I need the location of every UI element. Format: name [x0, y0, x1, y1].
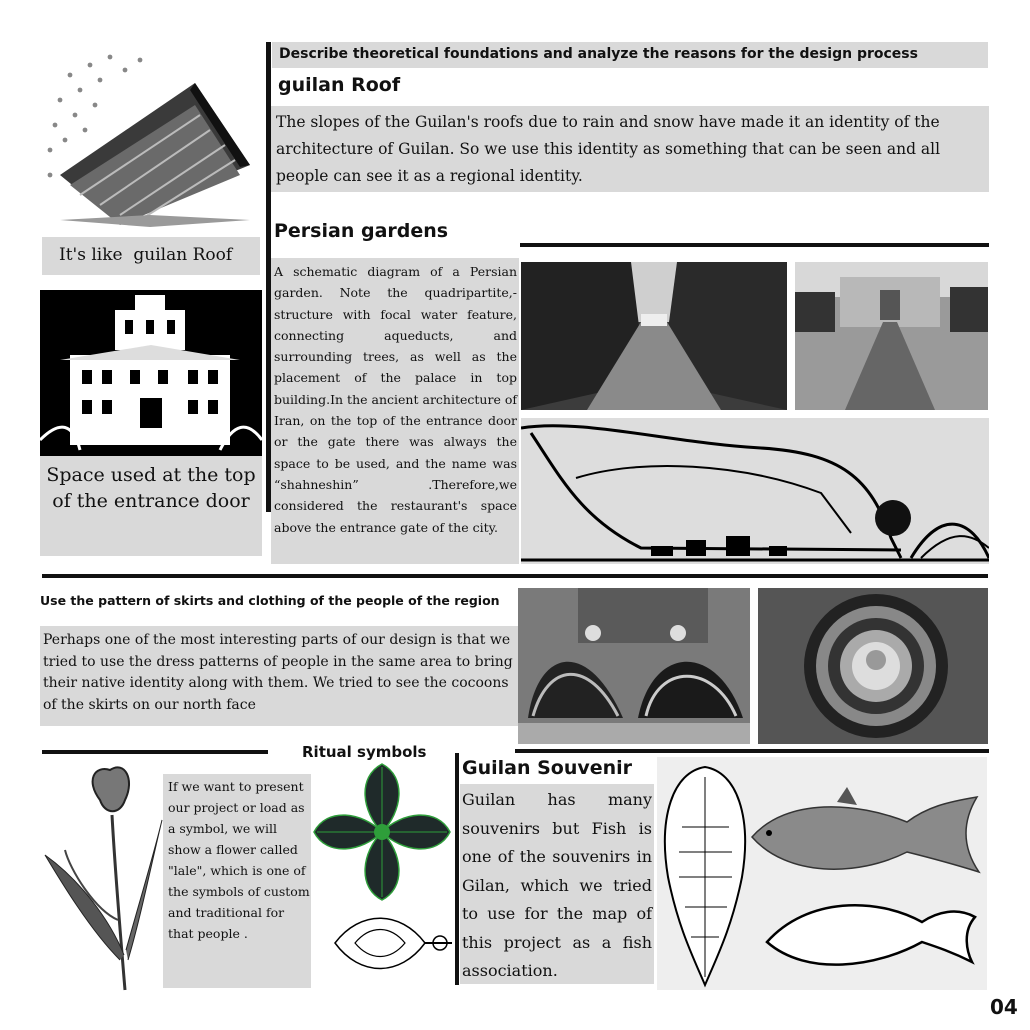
garden-section-drawing [521, 418, 989, 564]
ritual-text-box [163, 774, 311, 988]
garden-rule [520, 243, 989, 247]
clothing-text: Perhaps one of the most interesting parts of our design is that we tried to use the dress patterns of people in the same area to bring their native identity along with them. We tried to see the cocoons of the skirts on our north face [43, 632, 513, 713]
ritual-title: Ritual symbols [302, 743, 427, 761]
garden-text: A schematic diagram of a Persian garden. Note the quadripartite,-structure with focal water feature, connecting aqueducts, and surrounding trees, as well as the placement of the palace in top building.In the ancient architecture of Iran, on the top of the entrance door or the gate there was always the space to be used, and the name was “shahneshin” .Therefore,we considered the restaurant's space above the entrance gate of the city. [274, 264, 517, 535]
garden-photo-1 [521, 262, 787, 410]
ritual-symbol-outline [330, 905, 455, 985]
skirt-spiral-photo [758, 588, 988, 744]
roof-text: The slopes of the Guilan's roofs due to rain and snow have made it an identity of the architecture of Guilan. So we use this identity as something that can be seen and all people can see it as a regional identity. [276, 113, 941, 185]
door-caption: Space used at the top of the entrance door [46, 464, 256, 512]
garden-text-box [271, 258, 519, 564]
garden-photo-2 [795, 262, 988, 410]
tulip-illustration [40, 760, 165, 992]
souvenir-text: Guilan has many souvenirs but Fish is one of the souvenirs in Gilan, which we tried to use for the map of this project as a fish association. [462, 790, 652, 980]
souvenir-text-box [460, 784, 654, 984]
roof-caption-box [42, 237, 260, 275]
palace-illustration [40, 290, 262, 456]
clothing-text-box [40, 626, 518, 726]
bottom-right-rule [515, 749, 989, 753]
section-title: Describe theoretical foundations and analyze the reasons for the design process [279, 46, 918, 62]
ritual-symbol-green [312, 762, 452, 902]
roof-illustration [40, 45, 255, 230]
garden-title: Persian gardens [274, 220, 449, 242]
dancers-photo [518, 588, 750, 744]
page-number: 04 [990, 995, 1018, 1019]
roof-text-box [271, 106, 989, 192]
clothing-title: Use the pattern of skirts and clothing of the people of the region [40, 593, 500, 608]
fish-plan-drawing [657, 757, 987, 990]
section-title-bar [272, 42, 988, 68]
souvenir-divider [455, 753, 459, 985]
bottom-left-rule [42, 750, 268, 754]
souvenir-title: Guilan Souvenir [462, 757, 633, 779]
roof-title: guilan Roof [278, 74, 401, 96]
ritual-text: If we want to present our project or load as a symbol, we will show a flower called "lale", which is one of the symbols of custom and traditional for that people . [168, 779, 310, 941]
mid-divider [42, 574, 988, 578]
roof-caption: It's like guilan Roof [59, 245, 233, 265]
door-caption-box [40, 456, 262, 556]
